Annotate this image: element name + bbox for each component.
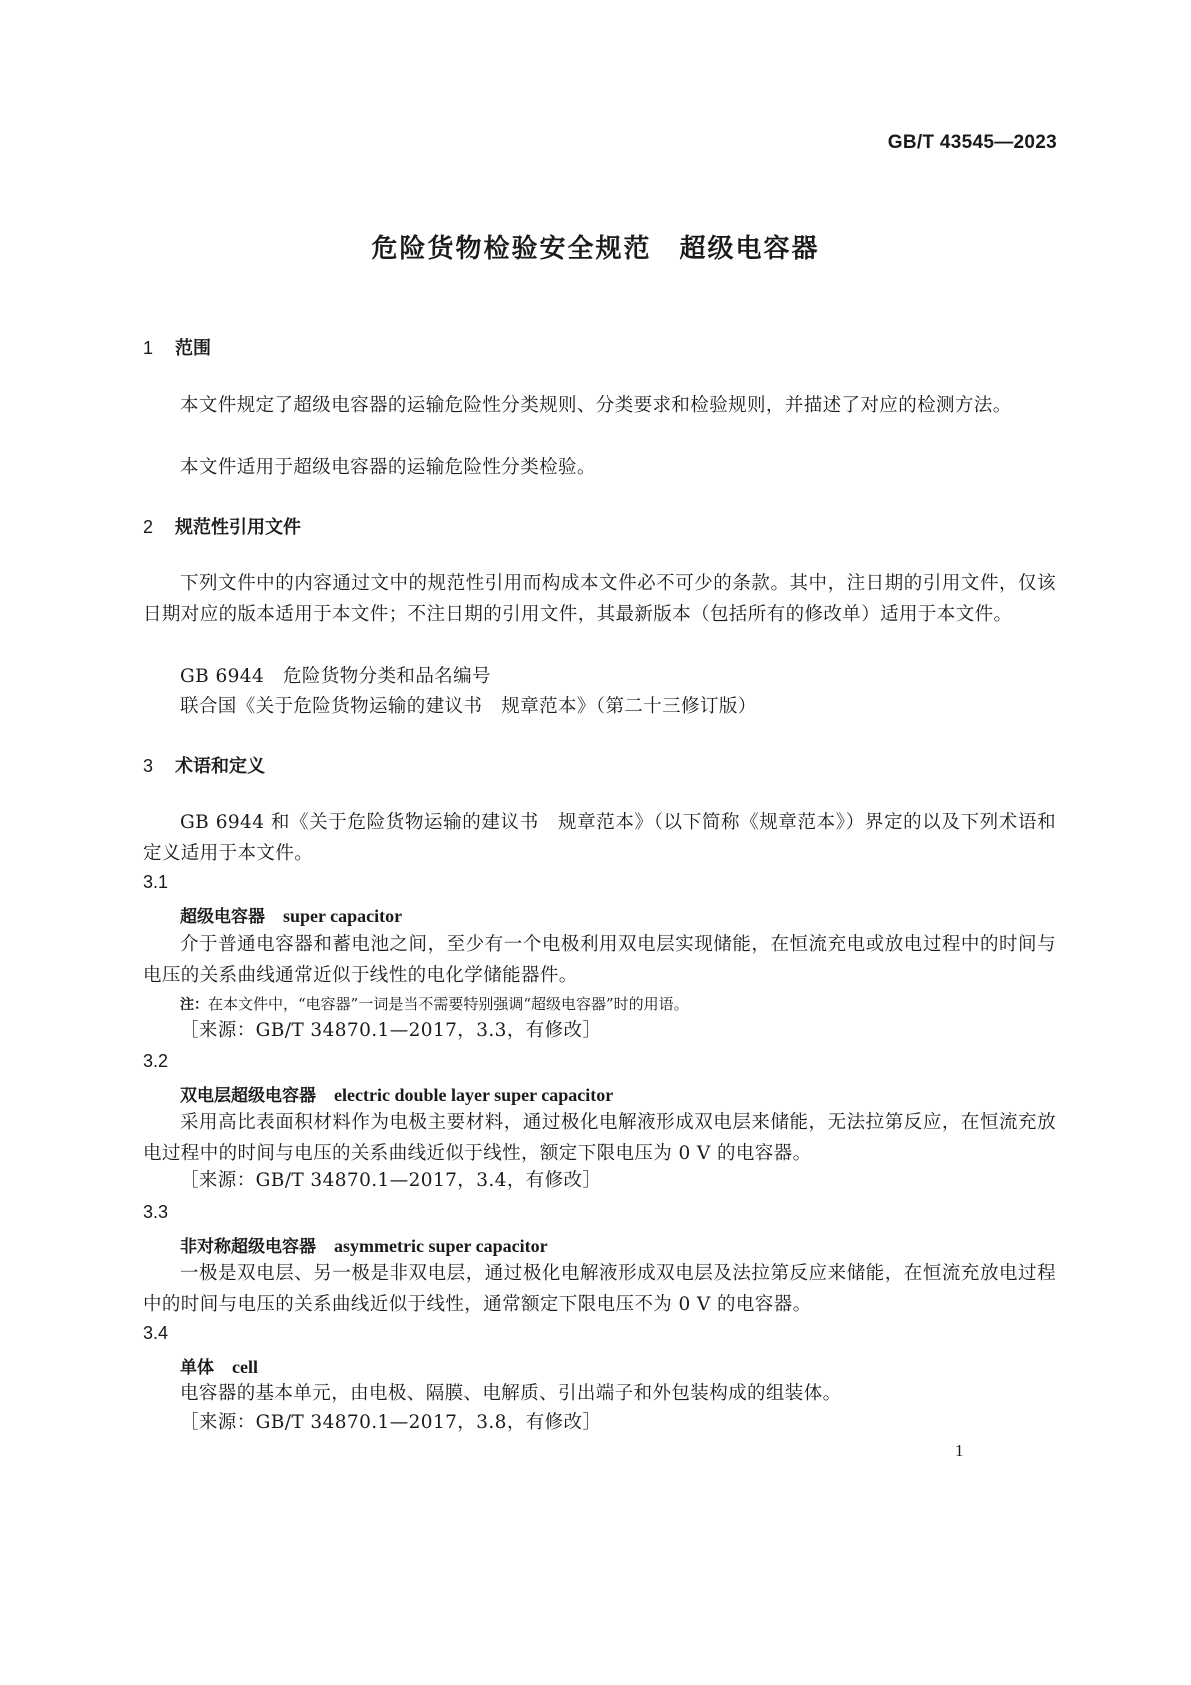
note-text: 在本文件中，“电容器”一词是当不需要特别强调“超级电容器”时的用语。	[208, 995, 689, 1013]
term-number: 3.1	[143, 872, 169, 892]
term-source: ［来源：GB/T 34870.1—2017，3.4，有修改］	[180, 1170, 602, 1191]
section-2-heading	[143, 513, 301, 539]
term-definition: 采用高比表面积材料作为电极主要材料，通过极化电解液形成双电层来储能，无法拉第反应，在恒流充放电过程中的时间与电压的关系曲线近似于线性，额定下限电压为 0 V 的电容器。	[143, 1112, 1056, 1164]
section-2-paragraph-1: 下列文件中的内容通过文中的规范性引用而构成本文件必不可少的条款。其中，注日期的引用文件，仅该日期对应的版本适用于本文件；不注日期的引用文件，其最新版本（包括所有的修改单）适用于本文件。	[143, 573, 1056, 625]
term-source: ［来源：GB/T 34870.1—2017，3.3，有修改］	[180, 1020, 602, 1041]
term-heading	[180, 1232, 548, 1257]
page-number: 1	[955, 1441, 964, 1460]
term-chinese: 非对称超级电容器	[180, 1237, 316, 1257]
term-chinese: 超级电容器	[180, 907, 265, 927]
standard-code: GB/T 43545—2023	[887, 132, 1057, 153]
document-title: 危险货物检验安全规范 超级电容器	[371, 234, 820, 264]
section-1-paragraph-2: 本文件适用于超级电容器的运输危险性分类检验。	[180, 457, 596, 478]
term-english: electric double layer super capacitor	[334, 1085, 614, 1105]
section-number: 2	[143, 517, 154, 537]
term-english: asymmetric super capacitor	[334, 1236, 548, 1256]
section-title: 术语和定义	[175, 756, 265, 777]
section-title: 范围	[175, 338, 211, 359]
normative-reference-2: 联合国《关于危险货物运输的建议书 规章范本》（第二十三修订版）	[180, 696, 757, 717]
note-label: 注：	[180, 997, 208, 1013]
term-heading	[180, 1353, 258, 1378]
section-3-paragraph-1: GB 6944 和《关于危险货物运输的建议书 规章范本》（以下简称《规章范本》）界定的以及下列术语和定义适用于本文件。	[143, 812, 1056, 864]
term-number: 3.3	[143, 1202, 169, 1222]
section-1-paragraph-1: 本文件规定了超级电容器的运输危险性分类规则、分类要求和检验规则，并描述了对应的检测方法。	[180, 395, 1012, 416]
section-title: 规范性引用文件	[175, 517, 301, 538]
section-3-heading	[143, 752, 265, 778]
section-1-heading	[143, 334, 211, 360]
term-number: 3.2	[143, 1051, 169, 1071]
section-number: 3	[143, 756, 154, 776]
term-definition: 电容器的基本单元，由电极、隔膜、电解质、引出端子和外包装构成的组装体。	[180, 1383, 842, 1404]
term-heading	[180, 1081, 613, 1106]
term-source: ［来源：GB/T 34870.1—2017，3.8，有修改］	[180, 1412, 602, 1433]
term-definition: 介于普通电容器和蓄电池之间，至少有一个电极利用双电层实现储能，在恒流充电或放电过程中的时间与电压的关系曲线通常近似于线性的电化学储能器件。	[143, 934, 1056, 986]
section-number: 1	[143, 338, 154, 358]
term-english: super capacitor	[283, 906, 403, 926]
term-heading	[180, 902, 402, 927]
term-chinese: 双电层超级电容器	[180, 1086, 316, 1106]
term-number: 3.4	[143, 1323, 169, 1343]
normative-reference-1: GB 6944 危险货物分类和品名编号	[180, 666, 491, 687]
term-english: cell	[232, 1357, 258, 1377]
term-note	[180, 993, 689, 1014]
term-definition: 一极是双电层、另一极是非双电层，通过极化电解液形成双电层及法拉第反应来储能，在恒流充放电过程中的时间与电压的关系曲线近似于线性，通常额定下限电压不为 0 V 的电容器。	[143, 1263, 1056, 1315]
term-chinese: 单体	[180, 1358, 214, 1378]
